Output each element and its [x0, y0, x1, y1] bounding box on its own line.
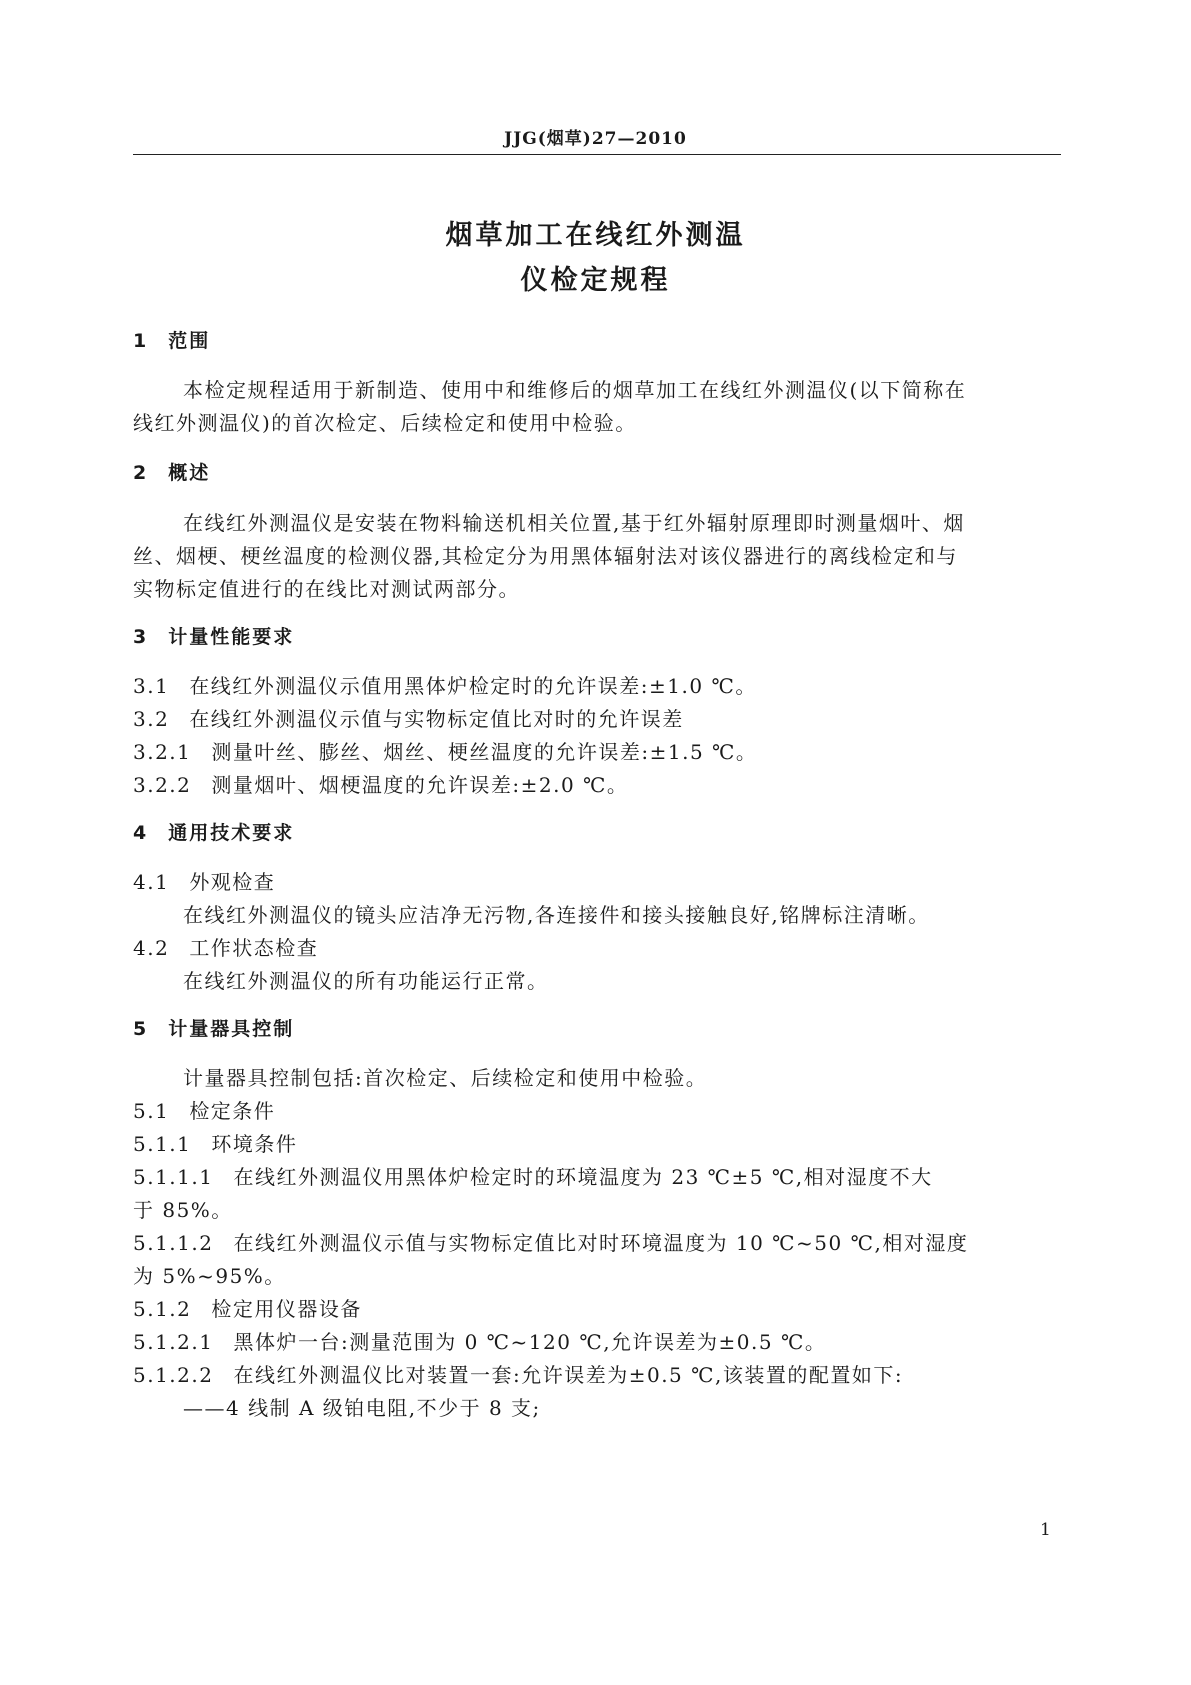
clause-4-1: 4.1 外观检查	[133, 870, 276, 894]
clause-5-1-1-2: 5.1.1.2 在线红外测温仪示值与实物标定值比对时环境温度为 10 ℃~50 ℃,相对湿度	[133, 1231, 969, 1255]
section-heading-metrology: 3 计量性能要求	[133, 626, 295, 648]
clause-number: 4.1	[133, 870, 170, 894]
section-heading-overview: 2 概述	[133, 462, 211, 484]
clause-5-1-2-1: 5.1.2.1 黑体炉一台:测量范围为 0 ℃~120 ℃,允许误差为±0.5 ℃。	[133, 1330, 827, 1354]
clause-3-2-2: 3.2.2 测量烟叶、烟梗温度的允许误差:±2.0 ℃。	[133, 773, 629, 797]
clause-number: 4.2	[133, 936, 170, 960]
document-title-line2: 仪检定规程	[520, 265, 671, 296]
list-item: ——4 线制 A 级铂电阻,不少于 8 支;	[183, 1396, 541, 1420]
document-code-header: JJG(烟草)27—2010	[504, 129, 687, 149]
clause-3-1: 3.1 在线红外测温仪示值用黑体炉检定时的允许误差:±1.0 ℃。	[133, 674, 757, 698]
clause-3-2-1: 3.2.1 测量叶丝、膨丝、烟丝、梗丝温度的允许误差:±1.5 ℃。	[133, 740, 758, 764]
clause-number: 3.2.2	[133, 773, 192, 797]
paragraph-line: 丝、烟梗、梗丝温度的检测仪器,其检定分为用黑体辐射法对该仪器进行的离线检定和与	[133, 544, 958, 568]
clause-number: 3.1	[133, 674, 170, 698]
paragraph-line: 于 85%。	[133, 1198, 233, 1222]
clause-number: 3.2	[133, 707, 170, 731]
clause-5-1-1-1: 5.1.1.1 在线红外测温仪用黑体炉检定时的环境温度为 23 ℃±5 ℃,相对湿度不大	[133, 1165, 933, 1189]
paragraph-line: 实物标定值进行的在线比对测试两部分。	[133, 577, 520, 601]
paragraph-line: 线红外测温仪)的首次检定、后续检定和使用中检验。	[133, 411, 637, 435]
clause-number: 5.1.1.2	[133, 1231, 214, 1255]
clause-number: 5.1.2.1	[133, 1330, 214, 1354]
clause-number: 5.1	[133, 1099, 170, 1123]
paragraph-line: 在线红外测温仪的镜头应洁净无污物,各连接件和接头接触良好,铭牌标注清晰。	[183, 903, 930, 927]
clause-number: 5.1.1	[133, 1132, 192, 1156]
paragraph-line: 计量器具控制包括:首次检定、后续检定和使用中检验。	[183, 1066, 708, 1090]
paragraph-line: 在线红外测温仪是安装在物料输送机相关位置,基于红外辐射原理即时测量烟叶、烟	[183, 511, 965, 535]
document-title-line1: 烟草加工在线红外测温	[445, 220, 746, 251]
clause-5-1-1: 5.1.1 环境条件	[133, 1132, 298, 1156]
section-heading-scope: 1 范围	[133, 330, 211, 352]
clause-4-2: 4.2 工作状态检查	[133, 936, 319, 960]
section-heading-control: 5 计量器具控制	[133, 1018, 295, 1040]
page-number: 1	[1040, 1520, 1051, 1540]
paragraph-line: 为 5%~95%。	[133, 1264, 286, 1288]
clause-5-1-2-2: 5.1.2.2 在线红外测温仪比对装置一套:允许误差为±0.5 ℃,该装置的配置如下:	[133, 1363, 904, 1387]
clause-5-1: 5.1 检定条件	[133, 1099, 276, 1123]
clause-number: 5.1.2.2	[133, 1363, 214, 1387]
clause-3-2: 3.2 在线红外测温仪示值与实物标定值比对时的允许误差	[133, 707, 684, 731]
header-rule	[133, 154, 1061, 155]
clause-number: 5.1.2	[133, 1297, 192, 1321]
section-heading-technical: 4 通用技术要求	[133, 822, 295, 844]
clause-number: 5.1.1.1	[133, 1165, 214, 1189]
clause-5-1-2: 5.1.2 检定用仪器设备	[133, 1297, 362, 1321]
paragraph-line: 本检定规程适用于新制造、使用中和维修后的烟草加工在线红外测温仪(以下简称在	[183, 378, 967, 402]
paragraph-line: 在线红外测温仪的所有功能运行正常。	[183, 969, 549, 993]
clause-number: 3.2.1	[133, 740, 192, 764]
